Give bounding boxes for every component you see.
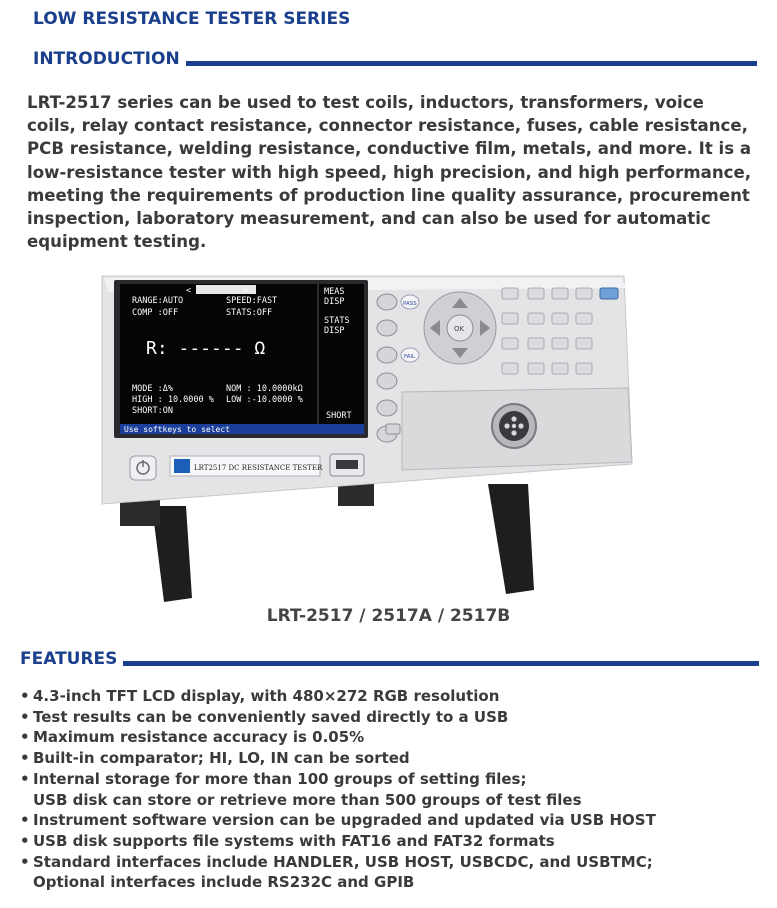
feature-item <box>20 769 760 810</box>
lcd-low: LOW :-10.0000 % <box>226 395 303 405</box>
softkey-button-1 <box>377 294 397 310</box>
pass-label: PASS <box>403 301 417 307</box>
feature-text: USB disk supports file systems with FAT16 and FAT32 formats <box>33 831 555 850</box>
feature-text: Standard interfaces include HANDLER, USB HOST, USBCDC, and USBTMC; <box>33 852 653 871</box>
softkey-button-3 <box>377 347 397 363</box>
keypad-key <box>576 288 592 299</box>
bullet-icon: • <box>20 852 30 871</box>
keypad-key <box>552 288 568 299</box>
softkey-button-4 <box>377 373 397 389</box>
bullet-icon: • <box>20 749 30 768</box>
intro-heading-label: INTRODUCTION <box>33 49 180 69</box>
keypad-key <box>502 363 518 374</box>
lcd-mode: MODE :Δ% <box>132 384 173 394</box>
bullet-icon: • <box>20 831 30 850</box>
bullet-icon: • <box>20 707 30 726</box>
features-heading-rule <box>123 661 759 666</box>
lcd-status-text: Use softkeys to select <box>124 425 230 434</box>
keypad-key <box>502 338 518 349</box>
softkey-meas: MEAS <box>324 287 345 297</box>
feature-text: 4.3-inch TFT LCD display, with 480×272 RGB resolution <box>33 687 500 705</box>
intro-section-heading <box>33 49 757 69</box>
keypad-key <box>528 338 544 349</box>
keypad-key <box>502 288 518 299</box>
feature-item <box>20 852 760 893</box>
feature-item <box>20 686 760 707</box>
power-button <box>130 456 156 480</box>
lcd-nav-right: > <box>243 286 249 296</box>
lcd-nom: NOM : 10.0000kΩ <box>226 384 303 394</box>
feature-text-continued: Optional interfaces include RS232C and GPIB <box>33 873 415 892</box>
feature-item <box>20 707 760 728</box>
product-caption: LRT-2517 / 2517A / 2517B <box>266 606 511 626</box>
keypad-key <box>552 313 568 324</box>
features-section-heading <box>20 649 759 669</box>
model-label-text: LRT2517 DC RESISTANCE TESTER <box>194 464 323 472</box>
lcd-reading: R: ------ Ω <box>146 338 266 359</box>
keypad-key <box>502 313 518 324</box>
intro-paragraph: LRT-2517 series can be used to test coils, inductors, transformers, voice coils, relay contact resistance, connector resistance, fuses, cable resistance, PCB resistance, welding resistance, conductive film, metals, and more. It is a low-resistance tester with high speed, high precision, and high performance, meeting the requirements of production line quality assurance, procurement inspection, laboratory measurement, and can also be used for automatic equipment testing. <box>27 93 752 252</box>
bullet-icon: • <box>20 811 30 830</box>
feature-text: Instrument software version can be upgraded and updated via USB HOST <box>33 811 656 830</box>
keypad-key <box>576 363 592 374</box>
keypad-key <box>552 338 568 349</box>
features-heading-label: FEATURES <box>20 649 118 669</box>
right-leg <box>488 484 534 594</box>
lcd-high: HIGH : 10.0000 % <box>132 395 214 405</box>
series-title: LOW RESISTANCE TESTER SERIES <box>33 9 351 29</box>
lcd-comp: COMP :OFF <box>132 308 179 318</box>
feature-text: Internal storage for more than 100 groups of setting files; <box>33 769 527 788</box>
lcd-range: RANGE:AUTO <box>132 296 184 306</box>
feature-item <box>20 810 760 831</box>
keypad-key <box>528 288 544 299</box>
lcd-speed: SPEED:FAST <box>226 296 278 306</box>
usb-slot <box>336 460 358 469</box>
bullet-icon: • <box>20 687 30 705</box>
feature-item <box>20 831 760 852</box>
intro-heading-rule <box>186 61 757 66</box>
softkey-short: SHORT <box>326 411 352 421</box>
trig-key <box>600 288 618 299</box>
ok-label: OK <box>454 325 465 333</box>
lcd-nav-left: < <box>186 286 192 296</box>
softkey-button-5 <box>377 400 397 416</box>
lcd-stats: STATS:OFF <box>226 308 273 318</box>
bullet-icon: • <box>20 728 30 747</box>
feature-text: Maximum resistance accuracy is 0.05% <box>33 728 365 747</box>
softkey-stats: STATS <box>324 316 350 326</box>
keypad-key <box>576 313 592 324</box>
feature-item <box>20 727 760 748</box>
keypad-key <box>576 338 592 349</box>
feature-text: Test results can be conveniently saved directly to a USB <box>33 707 509 726</box>
features-list <box>20 686 760 893</box>
product-image <box>96 268 641 608</box>
feature-text-continued: USB disk can store or retrieve more than 500 groups of test files <box>33 790 582 809</box>
softkey-button-2 <box>377 320 397 336</box>
fail-label: FAIL <box>404 354 416 360</box>
brand-logo-icon <box>174 459 190 473</box>
feature-text: Built-in comparator; HI, LO, IN can be sorted <box>33 749 410 768</box>
local-key <box>386 424 400 434</box>
feature-item <box>20 748 760 769</box>
softkey-disp-2: DISP <box>324 326 345 336</box>
keypad-key <box>528 363 544 374</box>
lcd-short: SHORT:ON <box>132 406 173 416</box>
keypad-key <box>552 363 568 374</box>
softkey-disp-1: DISP <box>324 297 345 307</box>
bullet-icon: • <box>20 769 30 788</box>
keypad-key <box>528 313 544 324</box>
